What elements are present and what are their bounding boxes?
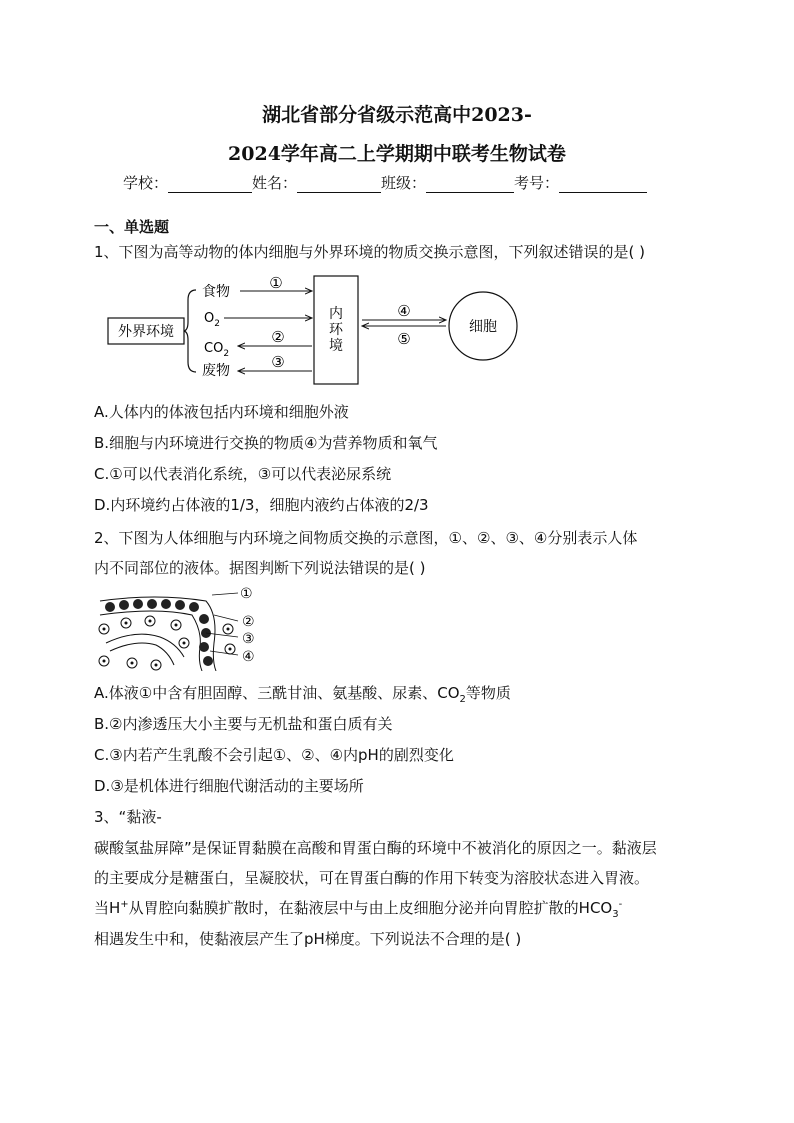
q2-label-4: ④ bbox=[242, 649, 255, 665]
cell-label: 细胞 bbox=[469, 319, 497, 335]
svg-text:内: 内 bbox=[329, 306, 343, 322]
food-label: 食物 bbox=[202, 284, 230, 300]
q1-option-a[interactable]: A.人体内的体液包括内环境和细胞外液 bbox=[94, 403, 349, 421]
q2-diagram bbox=[96, 585, 266, 671]
marker-5: ⑤ bbox=[397, 330, 411, 348]
name-label: 姓名： bbox=[252, 174, 298, 192]
q2-option-c[interactable]: C.③内若产生乳酸不会引起①、②、④内pH的剧烈变化 bbox=[94, 746, 454, 764]
marker-4: ④ bbox=[397, 302, 411, 320]
q1-option-c[interactable]: C.①可以代表消化系统，③可以代表泌尿系统 bbox=[94, 465, 392, 483]
q3-line2: 碳酸氢盐屏障”是保证胃黏膜在高酸和胃蛋白酶的环境中不被消化的原因之一。黏液层 bbox=[94, 839, 657, 857]
q3-line5: 相遇发生中和，使黏液层产生了pH梯度。下列说法不合理的是( ) bbox=[94, 930, 522, 948]
marker-2: ② bbox=[271, 328, 285, 346]
section-title: 一、单选题 bbox=[94, 218, 170, 236]
q1-option-b[interactable]: B.细胞与内环境进行交换的物质④为营养物质和氧气 bbox=[94, 434, 438, 452]
q2-option-b[interactable]: B.②内渗透压大小主要与无机盐和蛋白质有关 bbox=[94, 715, 393, 733]
page-title-line2: 2024学年高二上学期期中联考生物试卷 bbox=[228, 143, 566, 165]
school-label: 学校： bbox=[123, 174, 169, 192]
q2-label-3: ③ bbox=[242, 631, 255, 647]
svg-text:境: 境 bbox=[329, 338, 343, 354]
school-blank[interactable] bbox=[168, 178, 252, 193]
q2-label-1: ① bbox=[240, 586, 253, 602]
q3-line4: 当H+从胃腔向黏膜扩散时，在黏液层中与由上皮细胞分泌并向胃腔扩散的$HCO_3^-$ bbox=[94, 899, 623, 920]
exam-no-label: 考号： bbox=[514, 174, 560, 192]
q3-line3: 的主要成分是糖蛋白，呈凝胶状，可在胃蛋白酶的作用下转变为溶胶状态进入胃液。 bbox=[94, 869, 650, 887]
q2-option-a[interactable]: A.体液①中含有胆固醇、三酰甘油、氨基酸、尿素、$CO_2$等物质 bbox=[94, 684, 511, 705]
o2-label: $O_2$ bbox=[204, 311, 220, 329]
q1-diagram bbox=[100, 270, 520, 390]
co2-label: $CO_2$ bbox=[204, 341, 230, 359]
q3-line1: 3、“黏液- bbox=[94, 808, 162, 826]
student-info-row bbox=[123, 172, 647, 193]
q1-option-d[interactable]: D.内环境约占体液的1/3，细胞内液约占体液的2/3 bbox=[94, 496, 429, 514]
marker-1: ① bbox=[269, 274, 283, 292]
blood-cells bbox=[105, 599, 213, 666]
name-blank[interactable] bbox=[297, 178, 381, 193]
page-title-line1: 湖北省部分省级示范高中2023- bbox=[262, 104, 532, 126]
q2-option-d[interactable]: D.③是机体进行细胞代谢活动的主要场所 bbox=[94, 777, 364, 795]
q2-stem-line1: 2、下图为人体细胞与内环境之间物质交换的示意图，①、②、③、④分别表示人体 bbox=[94, 529, 638, 547]
waste-label: 废物 bbox=[202, 363, 230, 379]
marker-3: ③ bbox=[271, 353, 285, 371]
q2-stem-line2: 内不同部位的液体。据图判断下列说法错误的是( ) bbox=[94, 559, 426, 577]
external-environment-label: 外界环境 bbox=[118, 324, 174, 340]
svg-text:环: 环 bbox=[329, 322, 343, 338]
q1-stem: 1、下图为高等动物的体内细胞与外界环境的物质交换示意图，下列叙述错误的是( ) bbox=[94, 243, 646, 261]
exam-no-blank[interactable] bbox=[559, 178, 647, 193]
brace bbox=[184, 290, 196, 372]
class-blank[interactable] bbox=[426, 178, 514, 193]
q2-label-2: ② bbox=[242, 614, 255, 630]
class-label: 班级： bbox=[381, 174, 427, 192]
